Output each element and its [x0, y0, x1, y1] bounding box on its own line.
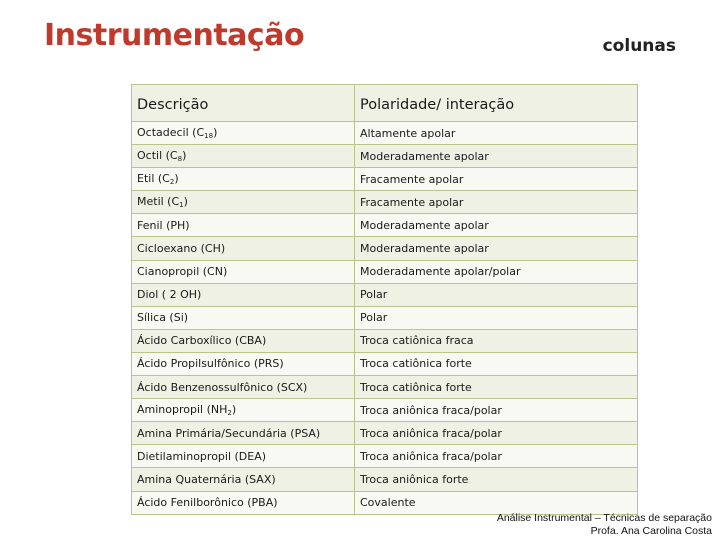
footer-author: Profa. Ana Carolina Costa: [590, 525, 712, 537]
table-row: [132, 491, 637, 514]
cell-polarity: Troca aniônica fraca/polar: [355, 445, 638, 468]
slide-title: Instrumentação: [44, 18, 305, 53]
cell-description: [132, 145, 355, 168]
cell-polarity: Fracamente apolar: [355, 168, 638, 191]
cell-polarity: Moderadamente apolar/polar: [355, 260, 638, 283]
columns-table: [131, 84, 638, 515]
cell-polarity: Polar: [355, 306, 638, 329]
cell-polarity: Troca catiônica fraca: [355, 329, 638, 352]
description-text: Ácido Carboxílico (CBA): [137, 334, 267, 348]
description-text: Metil (C: [137, 195, 180, 209]
cell-description: [132, 422, 355, 445]
cell-polarity: Troca catiônica forte: [355, 376, 638, 399]
cell-description: [132, 329, 355, 352]
cell-description: [132, 352, 355, 375]
cell-polarity: Troca aniônica forte: [355, 468, 638, 491]
description-text: Amina Quaternária (SAX): [137, 472, 276, 486]
table-row: [132, 168, 637, 191]
cell-polarity: Moderadamente apolar: [355, 145, 638, 168]
cell-description: [132, 376, 355, 399]
description-text: Octil (C: [137, 149, 178, 163]
description-subscript: 18: [204, 132, 214, 141]
cell-polarity: Moderadamente apolar: [355, 214, 638, 237]
description-text: Diol ( 2 OH): [137, 288, 202, 302]
header-polarity: Polaridade/ interação: [355, 85, 638, 122]
description-tail: ): [183, 195, 188, 209]
table-row: [132, 329, 637, 352]
table-row: [132, 283, 637, 306]
cell-polarity: Moderadamente apolar: [355, 237, 638, 260]
description-text: Ácido Benzenossulfônico (SCX): [137, 380, 308, 394]
table-row: [132, 306, 637, 329]
footer: [497, 512, 712, 538]
table-row: [132, 468, 637, 491]
cell-polarity: Covalente: [355, 491, 638, 514]
description-text: Aminopropil (NH: [137, 403, 228, 417]
cell-description: [132, 237, 355, 260]
cell-description: [132, 214, 355, 237]
description-text: Cicloexano (CH): [137, 242, 226, 256]
description-text: Dietilaminopropil (DEA): [137, 449, 267, 463]
cell-description: [132, 191, 355, 214]
cell-polarity: Troca catiônica forte: [355, 352, 638, 375]
cell-polarity: Troca aniônica fraca/polar: [355, 422, 638, 445]
description-text: Ácido Propilsulfônico (PRS): [137, 357, 284, 371]
description-text: Ácido Fenilborônico (PBA): [137, 496, 278, 510]
cell-description: [132, 122, 355, 145]
cell-description: [132, 283, 355, 306]
cell-polarity: Troca aniônica fraca/polar: [355, 399, 638, 422]
cell-description: [132, 399, 355, 422]
table-row: [132, 260, 637, 283]
description-tail: ): [182, 149, 187, 163]
table-row: [132, 191, 637, 214]
columns-table-grid: [132, 85, 637, 514]
description-subscript: 2: [169, 178, 175, 187]
description-tail: ): [213, 126, 218, 140]
cell-polarity: Polar: [355, 283, 638, 306]
description-subscript: 2: [227, 409, 232, 418]
cell-description: [132, 491, 355, 514]
description-tail: ): [174, 172, 179, 186]
cell-polarity: Altamente apolar: [355, 122, 638, 145]
footer-course: Análise Instrumental – Técnicas de separação: [496, 512, 712, 524]
cell-description: [132, 445, 355, 468]
table-row: [132, 399, 637, 422]
description-text: Fenil (PH): [137, 218, 190, 232]
cell-description: [132, 168, 355, 191]
cell-description: [132, 306, 355, 329]
description-subscript: 1: [179, 201, 184, 210]
table-row: [132, 122, 637, 145]
table-row: [132, 237, 637, 260]
cell-description: [132, 260, 355, 283]
table-row: [132, 145, 637, 168]
description-subscript: 8: [177, 155, 183, 164]
table-row: [132, 376, 637, 399]
description-text: Etil (C: [137, 172, 170, 186]
table-row: [132, 422, 637, 445]
cell-description: [132, 468, 355, 491]
description-text: Amina Primária/Secundária (PSA): [137, 426, 321, 440]
table-row: [132, 445, 637, 468]
description-text: Cianopropil (CN): [137, 265, 228, 279]
table-row: [132, 214, 637, 237]
table-row: [132, 352, 637, 375]
description-text: Sílica (Si): [137, 311, 189, 325]
cell-polarity: Fracamente apolar: [355, 191, 638, 214]
header-description: Descrição: [132, 85, 355, 122]
slide-subtitle: colunas: [602, 36, 676, 56]
description-text: Octadecil (C: [137, 126, 205, 140]
table-header-row: [132, 85, 637, 122]
description-tail: ): [231, 403, 237, 417]
